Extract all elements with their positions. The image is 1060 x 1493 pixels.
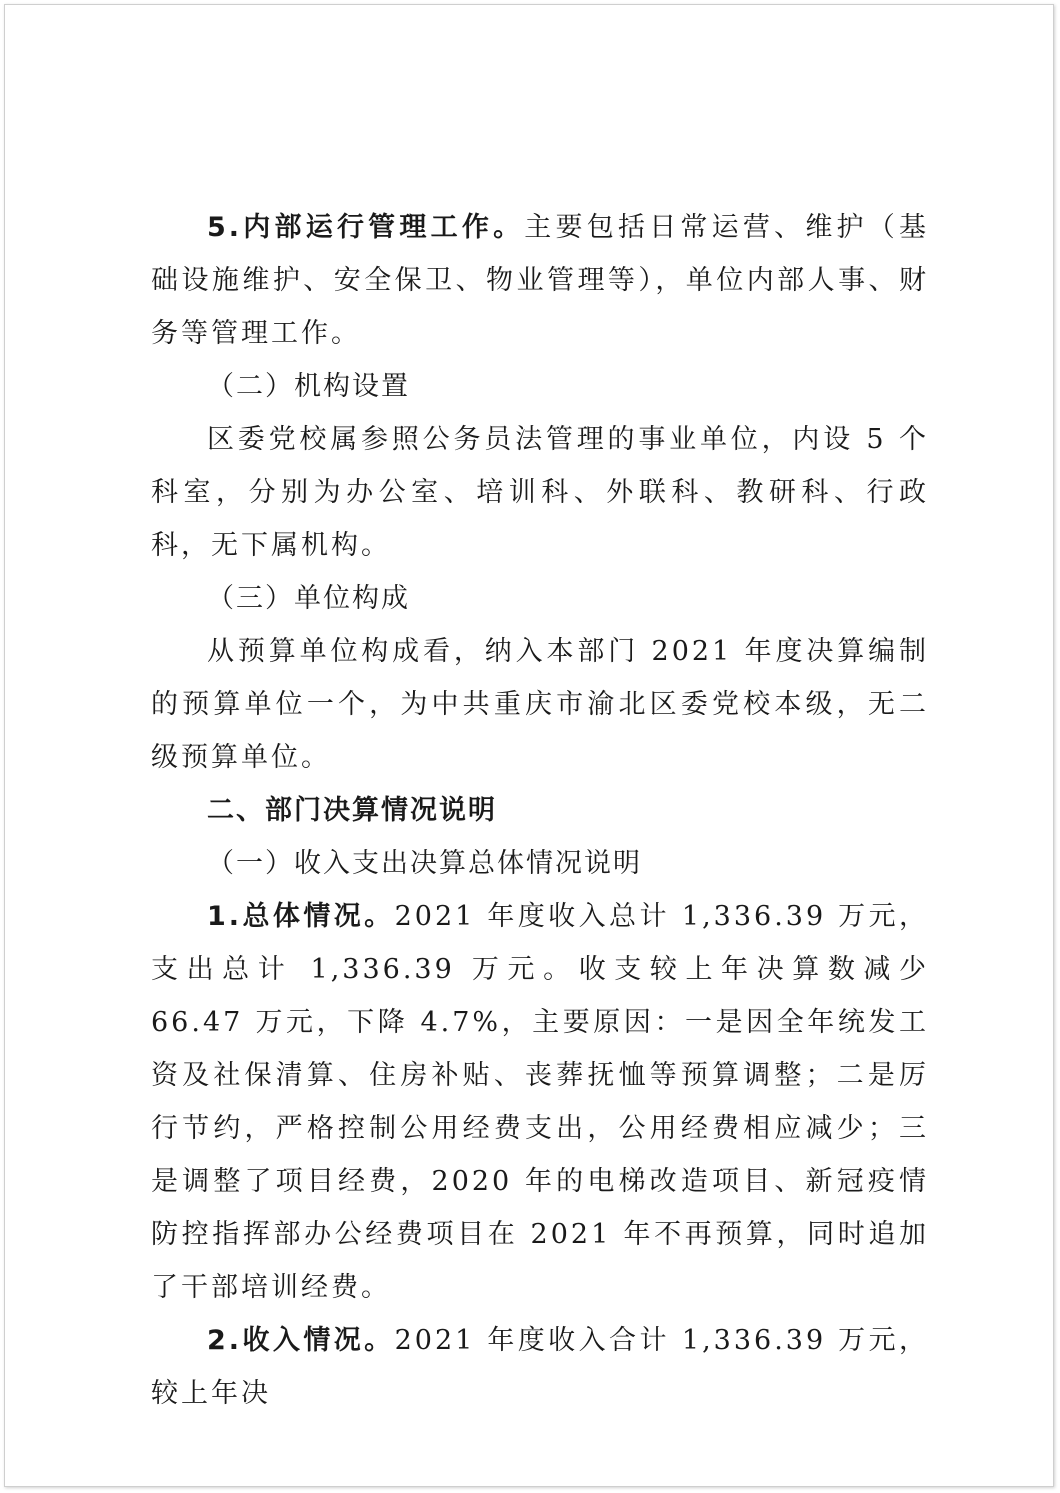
paragraph-organization-setup: 区委党校属参照公务员法管理的事业单位，内设 5 个科室，分别为办公室、培训科、外联科、教研科、行政科，无下属机构。 [151,424,929,561]
document-body [151,201,929,1420]
document-page [4,4,1054,1487]
heading-organization-setup: （二）机构设置 [207,371,410,402]
paragraph-lead: 2.收入情况。 [207,1325,395,1356]
paragraph-text: 2021 年度收入总计 1,336.39 万元，支出总计 1,336.39 万元。收支较上年决算数减少 66.47 万元，下降 4.7%，主要原因：一是因全年统发工资及社保清算、住房补贴、丧葬抚恤等预算调整；二是厉行节约，严格控制公用经费支出，公用经费相应减少；三是调整了项目经费，2020 年的电梯改造项目、新冠疫情防控指挥部办公经费项目在 2021 年不再预算，同时追加了干部培训经费。 [151,901,929,1303]
paragraph-unit-composition: 从预算单位构成看，纳入本部门 2021 年度决算编制的预算单位一个，为中共重庆市渝北区委党校本级，无二级预算单位。 [151,636,929,773]
paragraph-income-situation [151,1314,929,1420]
paragraph-lead: 1.总体情况。 [207,901,395,932]
paragraph-overall-situation [151,890,929,1314]
paragraph-text: 主要包括日常运营、维护（基础设施维护、安全保卫、物业管理等），单位内部人事、财务等管理工作。 [151,212,929,349]
heading-unit-composition: （三）单位构成 [207,583,410,614]
paragraph-internal-management [151,201,929,360]
paragraph-text: 2021 年度收入合计 1,336.39 万元，较上年决 [151,1325,929,1409]
paragraph-lead: 5.内部运行管理工作。 [207,212,525,243]
heading-income-expense-overview: （一）收入支出决算总体情况说明 [207,848,642,879]
heading-final-accounts: 二、部门决算情况说明 [207,795,497,826]
